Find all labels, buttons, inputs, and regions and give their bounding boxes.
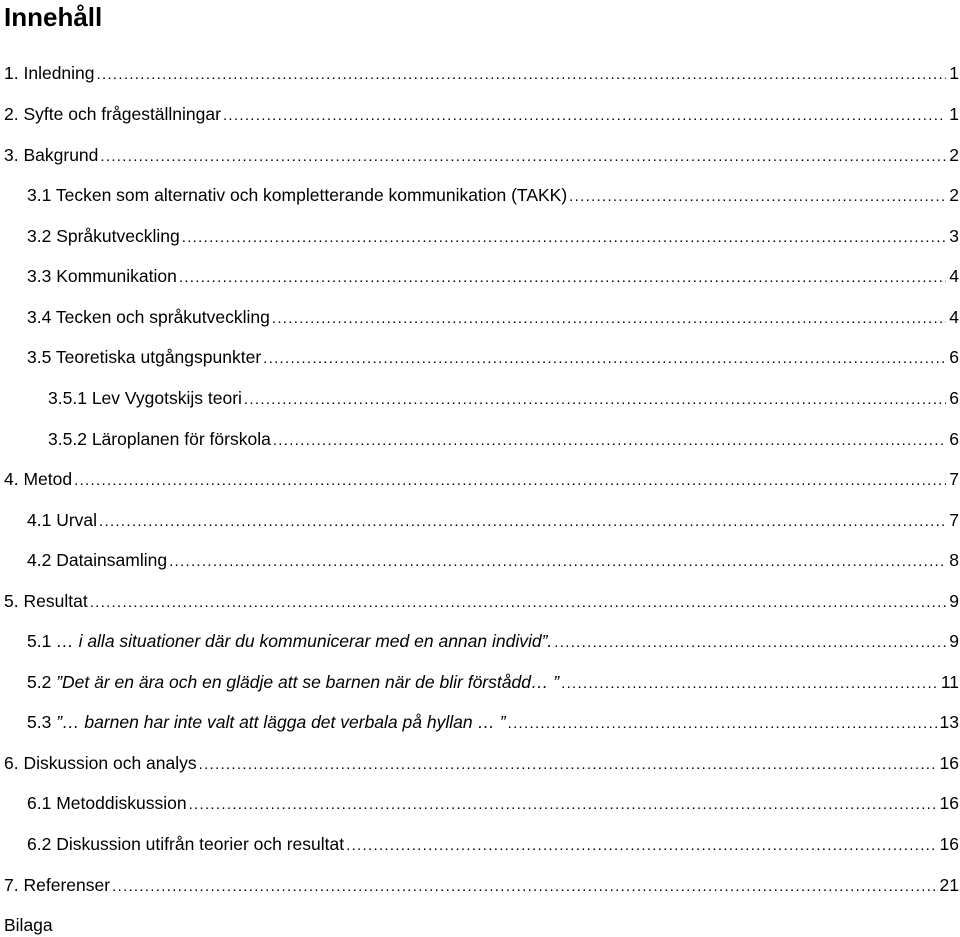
toc-title: ”… barnen har inte valt att lägga det verbala på hyllan … ” <box>56 712 506 732</box>
toc-title: Teoretiska utgångspunkter <box>55 347 262 367</box>
toc-title: Referenser <box>23 875 111 895</box>
toc-title: Inledning <box>23 63 95 83</box>
dot-leader <box>508 712 937 736</box>
dot-leader <box>179 266 946 290</box>
toc-number: 6.1 <box>27 793 52 813</box>
toc-entry-urval[interactable] <box>27 508 960 532</box>
dot-leader <box>272 307 946 331</box>
toc-entry-bakgrund[interactable] <box>4 143 960 167</box>
toc-number: 3. <box>4 145 19 165</box>
toc-number: 3.2 <box>27 226 52 246</box>
toc-title: Diskussion och analys <box>23 753 197 773</box>
dot-leader <box>223 104 946 128</box>
toc-page-number: 1 <box>949 63 959 83</box>
dot-leader <box>554 631 946 655</box>
toc-title: Resultat <box>23 591 88 611</box>
toc-title: Metod <box>23 469 73 489</box>
toc-entry-sprakutveckling[interactable] <box>27 224 960 248</box>
toc-page-number: 16 <box>939 834 959 854</box>
page-title: Innehåll <box>4 2 103 32</box>
toc-page-number: 1 <box>949 104 959 124</box>
dot-leader <box>561 672 938 696</box>
toc-title: Läroplanen för förskola <box>91 429 271 449</box>
toc-page-number: 9 <box>949 631 959 651</box>
toc-number: 6. <box>4 753 19 773</box>
toc-number: 2. <box>4 104 19 124</box>
dot-leader <box>273 429 946 453</box>
dot-leader <box>74 469 946 493</box>
appendix-label: Bilaga <box>4 915 53 935</box>
toc-page-number: 6 <box>949 429 959 449</box>
dot-leader <box>182 226 947 250</box>
toc-number: 5.3 <box>27 712 52 732</box>
toc-entry-vygotskij[interactable] <box>48 386 960 410</box>
toc-entry-diskussion-teorier[interactable] <box>27 832 960 856</box>
toc-number: 3.1 <box>27 185 52 205</box>
toc-number: 3.5.1 <box>48 388 87 408</box>
toc-title: … i alla situationer där du kommunicerar med en annan individ”. <box>56 631 553 651</box>
toc-title: Urval <box>56 510 98 530</box>
toc-page-number: 8 <box>949 550 959 570</box>
toc-number: 3.5 <box>27 347 52 367</box>
dot-leader <box>100 145 946 169</box>
toc-entry-laroplanen[interactable] <box>48 427 960 451</box>
toc-title: ”Det är en ära och en glädje att se barnen när de blir förstådd… ” <box>56 672 560 692</box>
toc-number: 5.2 <box>27 672 52 692</box>
toc-page-number: 4 <box>949 307 959 327</box>
toc-entry-syfte[interactable] <box>4 102 960 126</box>
toc-page-number: 13 <box>939 712 959 732</box>
toc-number: 5.1 <box>27 631 52 651</box>
toc-page-number: 9 <box>949 591 959 611</box>
toc-page-number: 6 <box>949 388 959 408</box>
toc-number: 3.3 <box>27 266 52 286</box>
dot-leader <box>569 185 946 209</box>
toc-entry-resultat-5-3[interactable] <box>27 710 960 734</box>
toc-page-number: 7 <box>949 510 959 530</box>
dot-leader <box>189 793 937 817</box>
toc-entry-referenser[interactable] <box>4 873 960 897</box>
toc-page-number: 16 <box>939 753 959 773</box>
toc-number: 1. <box>4 63 19 83</box>
dot-leader <box>346 834 936 858</box>
toc-number: 4.1 <box>27 510 52 530</box>
dot-leader <box>244 388 946 412</box>
toc-page-number: 11 <box>940 672 959 692</box>
toc-number: 6.2 <box>27 834 52 854</box>
dot-leader <box>90 591 947 615</box>
dot-leader <box>112 875 936 899</box>
dot-leader <box>199 753 937 777</box>
toc-number: 3.5.2 <box>48 429 87 449</box>
toc-title: Metoddiskussion <box>56 793 187 813</box>
toc-title: Syfte och frågeställningar <box>23 104 221 124</box>
toc-entry-tecken-sprakutveckling[interactable] <box>27 305 960 329</box>
toc-page-number: 6 <box>949 347 959 367</box>
toc-entry-diskussion[interactable] <box>4 751 960 775</box>
toc-page-number: 16 <box>939 793 959 813</box>
dot-leader <box>263 347 946 371</box>
toc-title: Tecken som alternativ och kompletterande kommunikation (TAKK) <box>55 185 568 205</box>
toc-page-number: 2 <box>949 145 959 165</box>
toc-entry-datainsamling[interactable] <box>27 548 960 572</box>
toc-title: Tecken och språkutveckling <box>55 307 270 327</box>
dot-leader <box>169 550 946 574</box>
toc-entry-metod[interactable] <box>4 467 960 491</box>
toc-number: 4. <box>4 469 19 489</box>
toc-entry-kommunikation[interactable] <box>27 264 960 288</box>
toc-title: Kommunikation <box>56 266 177 286</box>
toc-entry-resultat-5-1[interactable] <box>27 629 960 653</box>
toc-title: Språkutveckling <box>56 226 180 246</box>
toc-title: Datainsamling <box>56 550 168 570</box>
toc-entry-metoddiskussion[interactable] <box>27 791 960 815</box>
toc-page-number: 7 <box>949 469 959 489</box>
dot-leader <box>99 510 946 534</box>
toc-title: Lev Vygotskijs teori <box>91 388 242 408</box>
toc-title: Bakgrund <box>23 145 99 165</box>
toc-entry-inledning[interactable] <box>4 61 960 85</box>
toc-entry-resultat-5-2[interactable] <box>27 670 960 694</box>
toc-page-number: 4 <box>949 266 959 286</box>
toc-page-number: 21 <box>939 875 959 895</box>
toc-number: 3.4 <box>27 307 52 327</box>
toc-number: 4.2 <box>27 550 52 570</box>
toc-number: 5. <box>4 591 19 611</box>
toc-entry-resultat[interactable] <box>4 589 960 613</box>
toc-entry-takk[interactable] <box>27 183 960 207</box>
toc-title: Diskussion utifrån teorier och resultat <box>56 834 345 854</box>
toc-page-number: 3 <box>949 226 959 246</box>
dot-leader <box>97 63 947 87</box>
toc-page-number: 2 <box>949 185 959 205</box>
toc-entry-teoretiska[interactable] <box>27 345 960 369</box>
toc-number: 7. <box>4 875 19 895</box>
